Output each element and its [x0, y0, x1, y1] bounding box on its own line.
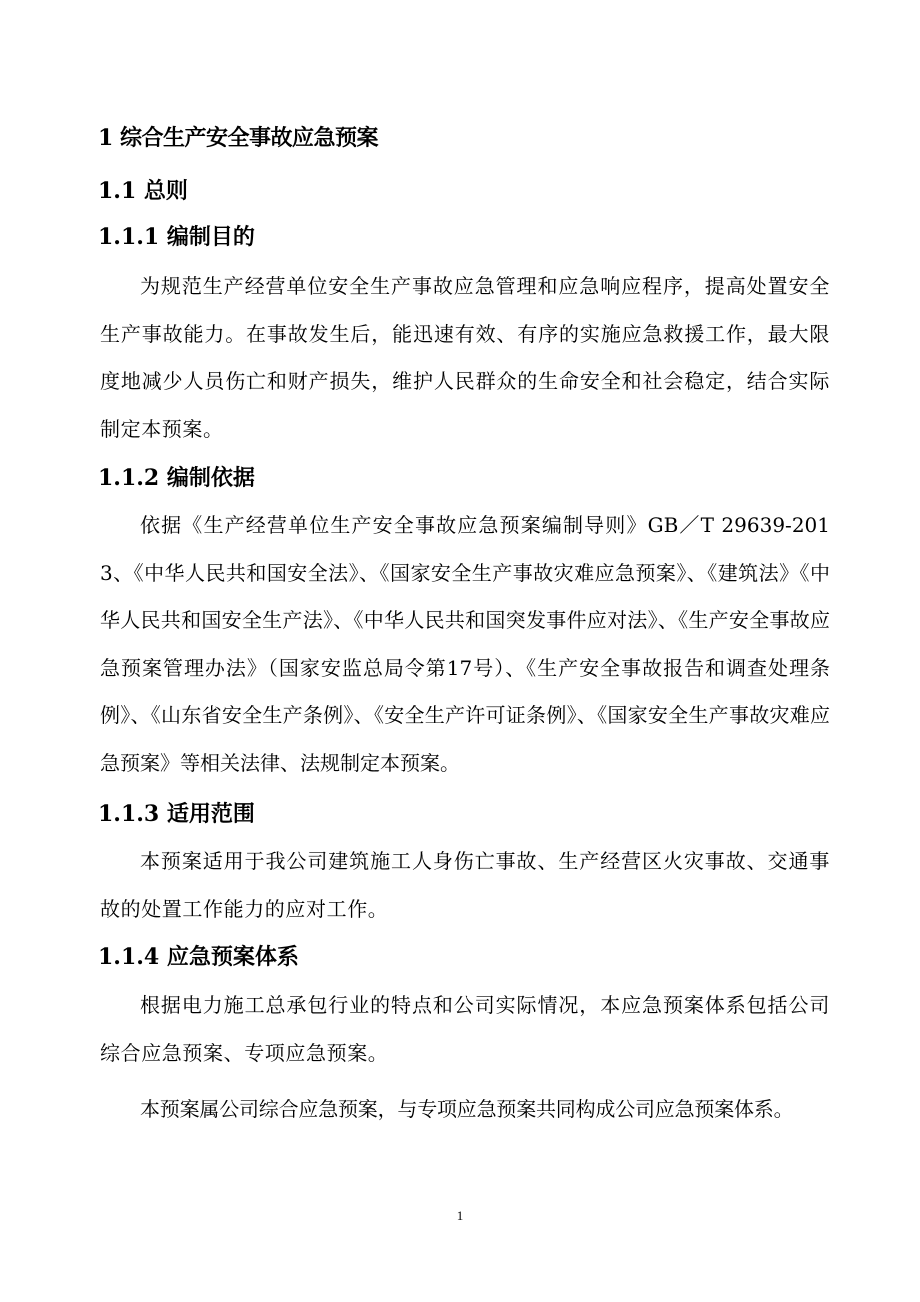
section-heading-general: 1.1 总则	[98, 178, 188, 204]
section-heading-purpose: 1.1.1 编制目的	[98, 224, 255, 250]
paragraph-system-1: 根据电力施工总承包行业的特点和公司实际情况，本应急预案体系包括公司综合应急预案、专项应急预案。	[100, 993, 830, 1065]
section-heading-basis: 1.1.2 编制依据	[98, 465, 255, 491]
paragraph-scope: 本预案适用于我公司建筑施工人身伤亡事故、生产经营区火灾事故、交通事故的处置工作能力的应对工作。	[100, 849, 830, 921]
paragraph-basis: 依据《生产经营单位生产安全事故应急预案编制导则》GB／T 29639-2013、《中华人民共和国安全法》、《国家安全生产事故灾难应急预案》、《建筑法》《中华人民共和国安全生产法》、《中华人民共和国突发事件应对法》、《生产安全事故应急预案管理办法》（国家安监总局令第17号）、《生产安全事故报告和调查处理条例》、《山东省安全生产条例》、《安全生产许可证条例》、《国家安全生产事故灾难应急预案》等相关法律、法规制定本预案。	[100, 513, 830, 775]
page-number: 1	[456, 1208, 464, 1223]
section-heading-system: 1.1.4 应急预案体系	[98, 944, 299, 970]
document-title: 1 综合生产安全事故应急预案	[98, 125, 378, 151]
paragraph-system-2: 本预案属公司综合应急预案，与专项应急预案共同构成公司应急预案体系。	[140, 1097, 794, 1121]
section-heading-scope: 1.1.3 适用范围	[98, 801, 255, 827]
paragraph-purpose: 为规范生产经营单位安全生产事故应急管理和应急响应程序，提高处置安全生产事故能力。在事故发生后，能迅速有效、有序的实施应急救援工作，最大限度地减少人员伤亡和财产损失，维护人民群众的生命安全和社会稳定，结合实际制定本预案。	[100, 274, 830, 441]
